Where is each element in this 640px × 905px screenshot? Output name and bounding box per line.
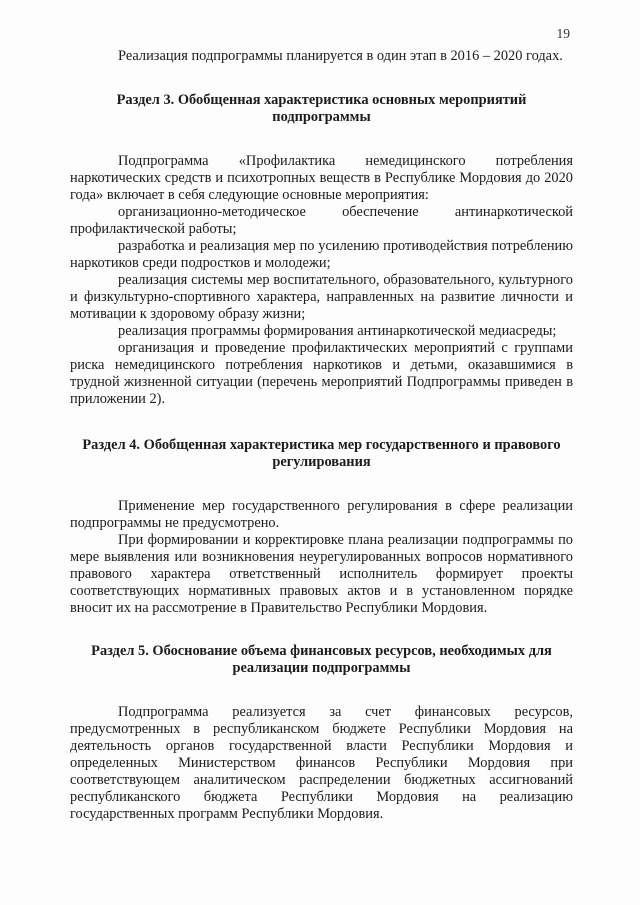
section-3-paragraph: Подпрограмма «Профилактика немедицинского потребления наркотических средств и психотропных веществ в Республике Мордовия до 2020 года» включает в себя следующие основные мероприятия: [70,153,573,203]
section-3-paragraph: реализация программы формирования антинаркотической медиасреды; [118,323,557,339]
page-number: 19 [556,26,570,41]
section-4-paragraph: Применение мер государственного регулирования в сфере реализации подпрограммы не предусмотрено. [70,498,573,531]
section-4-heading: Раздел 4. Обобщенная характеристика мер государственного и правового регулирования [82,437,561,470]
intro-paragraph: Реализация подпрограммы планируется в один этап в 2016 – 2020 годах. [118,48,563,64]
section-3-paragraph: разработка и реализация мер по усилению противодействия потреблению наркотиков среди подростков и молодежи; [70,238,573,271]
section-4-paragraph: При формировании и корректировке плана реализации подпрограммы по мере выявления или возникновения неурегулированных вопросов нормативного правового характера ответственный исполнитель формирует проекты соответствующих нормативных правовых актов и в установленном порядке вносит их на рассмотрение в Правительство Республики Мордовия. [70,532,573,616]
section-3-paragraph: организационно-методическое обеспечение антинаркотической профилактической работы; [70,204,573,237]
document-body [70,48,573,823]
section-5-paragraph: Подпрограмма реализуется за счет финансовых ресурсов, предусмотренных в республиканском бюджете Республики Мордовия на деятельность органов государственной власти Республики Мордовия и определенных Министерством финансов Республики Мордовия при соответствующем аналитическом распределении бюджетных ассигнований республиканского бюджета Республики Мордовия на реализацию государственных программ Республики Мордовия. [70,704,573,822]
section-5-heading: Раздел 5. Обоснование объема финансовых ресурсов, необходимых для реализации подпрограммы [91,643,552,676]
section-3-heading: Раздел 3. Обобщенная характеристика основных мероприятий подпрограммы [116,92,527,125]
section-3-paragraph: организация и проведение профилактических мероприятий с группами риска немедицинского потребления наркотиков и детьми, оказавшимися в трудной жизненной ситуации (перечень мероприятий Подпрограммы приведен в приложении 2). [70,340,573,407]
section-3-paragraph: реализация системы мер воспитательного, образовательного, культурного и физкультурно-спортивного характера, направленных на развитие личности и мотивации к здоровому образу жизни; [70,272,573,322]
